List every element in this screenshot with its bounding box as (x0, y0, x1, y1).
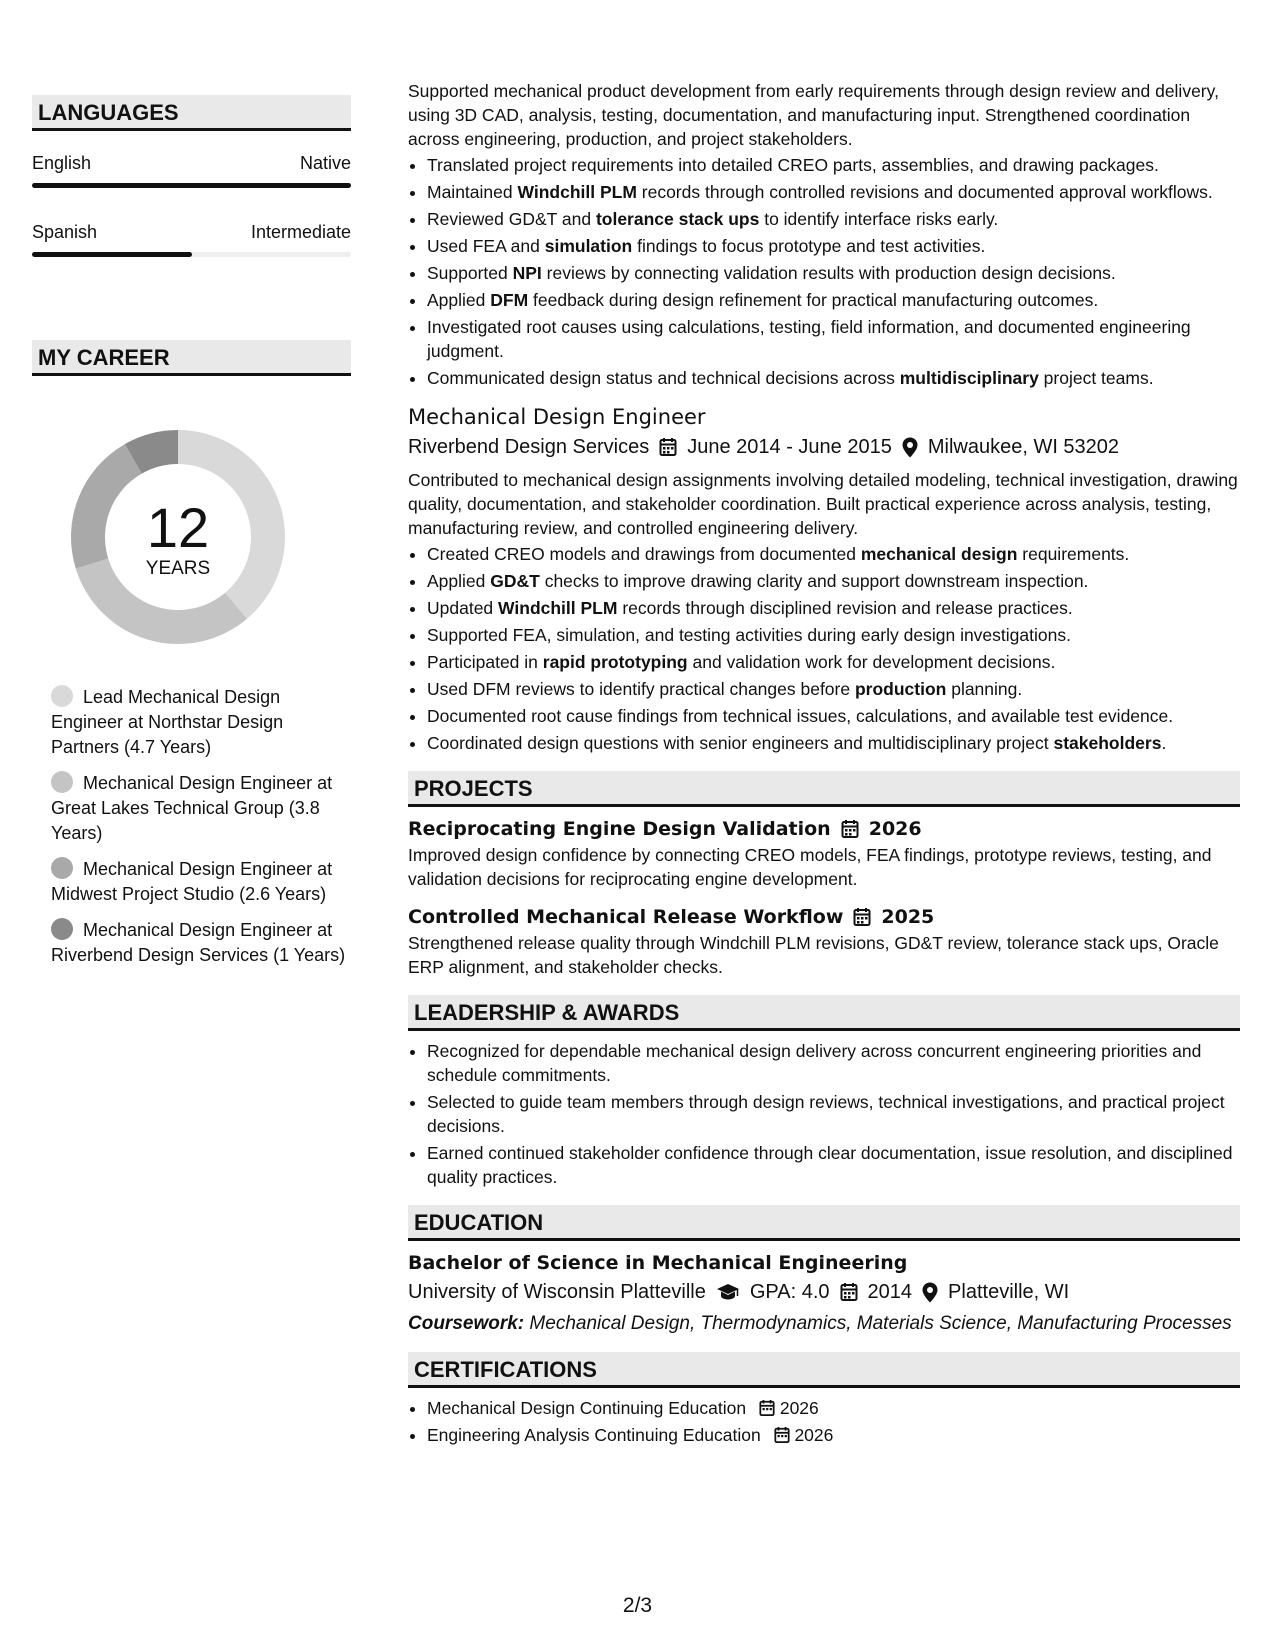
education-heading: EDUCATION (408, 1205, 1240, 1241)
project-description: Strengthened release quality through Windchill PLM revisions, GD&T review, tolerance stack ups, Oracle ERP alignment, and stakeholder checks. (408, 933, 1219, 977)
language-level: Intermediate (250, 222, 351, 242)
language-bar-fill (32, 252, 192, 257)
legend-dot-icon (51, 918, 73, 940)
bullet-item: • Communicated design status and technical decisions across multidisciplinary project teams. (427, 366, 1240, 390)
certification-year: 2026 (794, 1425, 834, 1445)
career-legend-label: Mechanical Design Engineer at Midwest Project Studio (2.6 Years) (51, 859, 333, 904)
certifications-heading: CERTIFICATIONS (408, 1352, 1240, 1388)
language-bar (32, 252, 351, 257)
bullet-item: • Reviewed GD&T and tolerance stack ups to identify interface risks early. (427, 207, 1240, 231)
career-legend-item (51, 857, 351, 907)
career-legend-item (51, 771, 351, 846)
bullet-item: • Updated Windchill PLM records through disciplined revision and release practices. (427, 596, 1240, 620)
bullet-item: • Applied GD&T checks to improve drawing clarity and support downstream inspection. (427, 569, 1240, 593)
degree-name: Bachelor of Science in Mechanical Engineering (408, 1252, 908, 1274)
calendar-icon (759, 1399, 775, 1417)
degree-title (408, 1249, 1240, 1277)
calendar-icon (853, 907, 871, 927)
project-item (408, 903, 1240, 979)
donut-segment-3 (71, 444, 142, 568)
coursework-label: Coursework: (408, 1313, 525, 1334)
career-legend-label: Mechanical Design Engineer at Great Lakes Technical Group (3.8 Years) (51, 773, 333, 843)
language-english (32, 152, 351, 188)
career-legend-item (51, 918, 351, 968)
bullet-item: • Translated project requirements into detailed CREO parts, assemblies, and drawing packages. (427, 153, 1240, 177)
language-name: Spanish (32, 222, 98, 242)
bullet-item: • Supported FEA, simulation, and testing activities during early design investigations. (427, 623, 1240, 647)
bullet-item: • Recognized for dependable mechanical design delivery across concurrent engineering priorities and schedule commitments. (427, 1039, 1240, 1087)
language-name: English (32, 153, 92, 173)
project-year: 2026 (868, 818, 922, 840)
project-item (408, 815, 1240, 891)
career-donut-svg (66, 425, 290, 649)
company-name: Riverbend Design Services (408, 436, 650, 458)
map-pin-icon (922, 1282, 938, 1303)
project-title: Reciprocating Engine Design Validation (408, 818, 831, 840)
certifications-list (408, 1396, 1240, 1447)
calendar-icon (840, 1282, 858, 1302)
coursework-list: Mechanical Design, Thermodynamics, Materials Science, Manufacturing Processes (529, 1313, 1232, 1334)
career-total-unit: YEARS (145, 558, 211, 579)
certification-item (427, 1423, 1240, 1447)
job-bullets (408, 542, 1240, 755)
education-meta (408, 1277, 1240, 1307)
languages-heading: LANGUAGES (32, 95, 351, 131)
coursework (408, 1311, 1240, 1336)
awards-heading: LEADERSHIP & AWARDS (408, 995, 1240, 1031)
bullet-item: • Applied DFM feedback during design refinement for practical manufacturing outcomes. (427, 288, 1240, 312)
school-name: University of Wisconsin Platteville (408, 1281, 706, 1303)
bullet-item: • Coordinated design questions with senior engineers and multidisciplinary project stakeholders. (427, 731, 1240, 755)
career-legend-label: Mechanical Design Engineer at Riverbend Design Services (1 Years) (51, 920, 346, 965)
page-number: 2/3 (622, 1594, 653, 1617)
certification-name: Engineering Analysis Continuing Education (427, 1425, 761, 1445)
job-dates: June 2014 - June 2015 (687, 436, 892, 458)
career-legend-label: Lead Mechanical Design Engineer at Northstar Design Partners (4.7 Years) (51, 687, 284, 757)
career-heading: MY CAREER (32, 340, 351, 376)
bullet-item: • Used FEA and simulation findings to focus prototype and test activities. (427, 234, 1240, 258)
map-pin-icon (902, 437, 918, 458)
bullet-item: • Maintained Windchill PLM records through controlled revisions and documented approval workflows. (427, 180, 1240, 204)
legend-dot-icon (51, 857, 73, 879)
career-donut-chart (66, 425, 290, 649)
school-location: Platteville, WI (948, 1281, 1070, 1303)
certification-name: Mechanical Design Continuing Education (427, 1398, 747, 1418)
bullet-item: • Used DFM reviews to identify practical changes before production planning. (427, 677, 1240, 701)
language-bar (32, 183, 351, 188)
bullet-item: • Created CREO models and drawings from documented mechanical design requirements. (427, 542, 1240, 566)
legend-dot-icon (51, 771, 73, 793)
language-level: Native (299, 153, 351, 173)
calendar-icon (659, 437, 677, 457)
career-legend-item (51, 685, 351, 760)
gpa: GPA: 4.0 (749, 1281, 830, 1303)
bullet-item: • Supported NPI reviews by connecting validation results with production design decisions. (427, 261, 1240, 285)
project-year: 2025 (881, 906, 935, 928)
right-column (408, 79, 1240, 1450)
bullet-item: • Earned continued stakeholder confidence through clear documentation, issue resolution, and disciplined quality practices. (427, 1141, 1240, 1189)
projects-heading: PROJECTS (408, 771, 1240, 807)
job-summary: Contributed to mechanical design assignments involving detailed modeling, technical investigation, drawing quality, documentation, and stakeholder coordination. Built practical experience across analysis, testing, manufacturing review, and controlled engineering delivery. (408, 470, 1238, 538)
calendar-icon (841, 819, 859, 839)
graduation-year: 2014 (867, 1281, 913, 1303)
job-meta (408, 432, 1240, 462)
left-column (32, 95, 351, 965)
previous-role-summary: Supported mechanical product development from early requirements through design review and delivery, using 3D CAD, analysis, testing, documentation, and manufacturing input. Strengthened coordination across engineering, production, and project stakeholders. (408, 81, 1219, 149)
legend-dot-icon (51, 685, 73, 707)
language-spanish (32, 221, 351, 257)
bullet-item: • Investigated root causes using calculations, testing, field information, and documented engineering judgment. (427, 315, 1240, 363)
project-title: Controlled Mechanical Release Workflow (408, 906, 844, 928)
bullet-item: • Selected to guide team members through design reviews, technical investigations, and practical project decisions. (427, 1090, 1240, 1138)
bullet-item: • Documented root cause findings from technical issues, calculations, and available test evidence. (427, 704, 1240, 728)
certification-item (427, 1396, 1240, 1420)
certification-year: 2026 (779, 1398, 819, 1418)
awards-bullets (408, 1039, 1240, 1189)
previous-role-bullets (408, 153, 1240, 390)
job-title: Mechanical Design Engineer (408, 405, 706, 429)
graduation-cap-icon (716, 1283, 740, 1301)
project-description: Improved design confidence by connecting CREO models, FEA findings, prototype reviews, testing, and validation decisions for reciprocating engine development. (408, 845, 1212, 889)
career-total-number: 12 (146, 496, 210, 559)
language-bar-fill (32, 183, 351, 188)
bullet-item: • Participated in rapid prototyping and validation work for development decisions. (427, 650, 1240, 674)
calendar-icon (774, 1426, 790, 1444)
career-legend (51, 685, 351, 979)
job-location: Milwaukee, WI 53202 (927, 436, 1120, 458)
